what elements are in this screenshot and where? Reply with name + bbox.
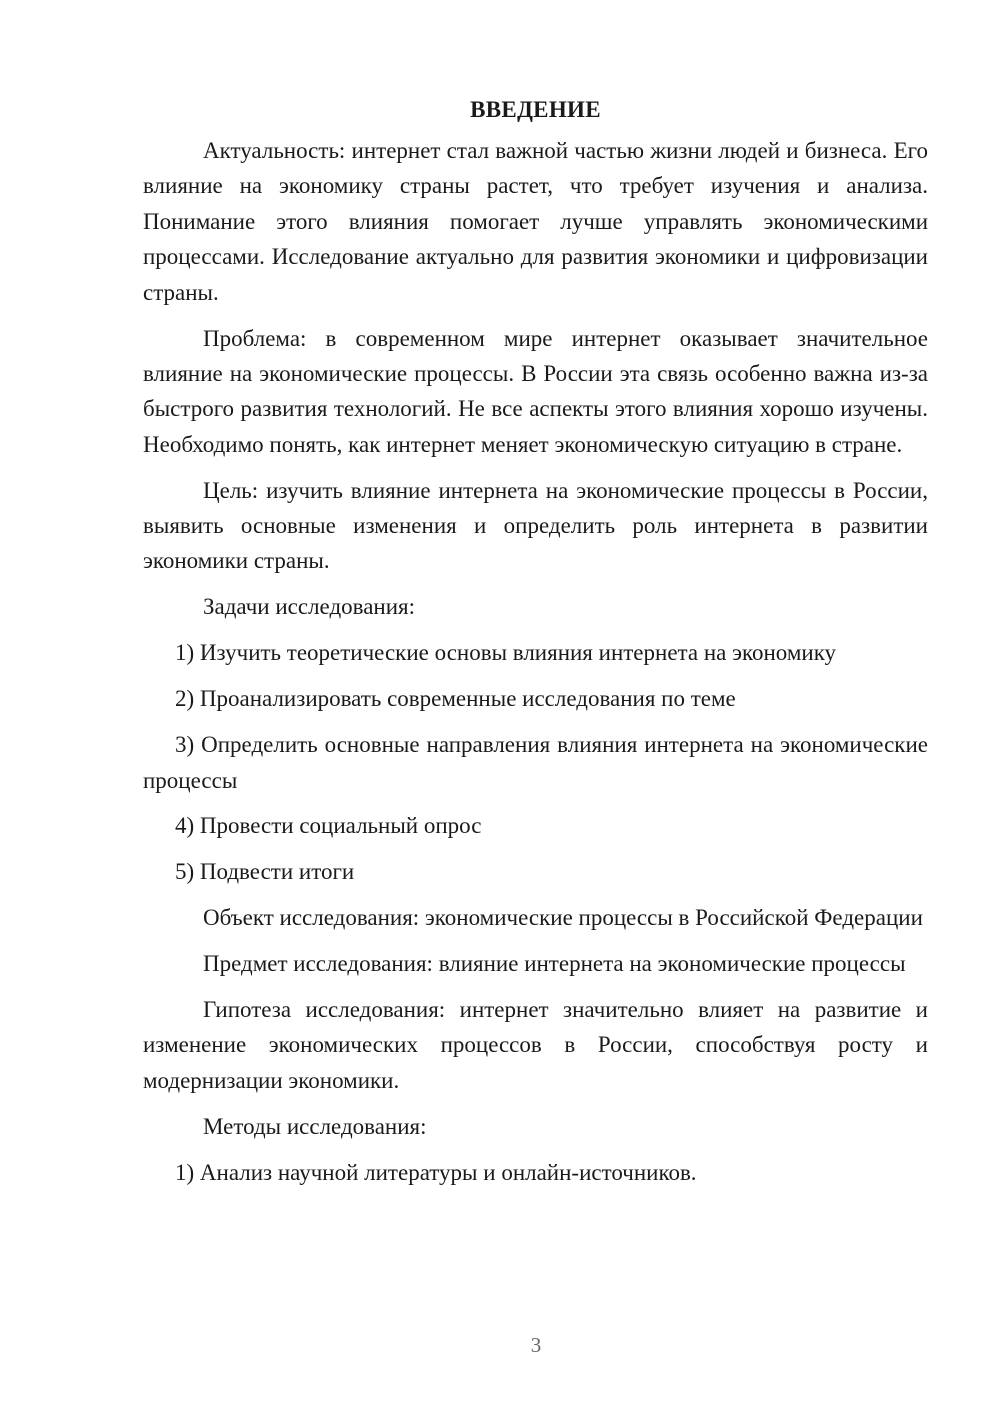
- document-page: [143, 92, 928, 1201]
- task-item-4: 4) Провести социальный опрос: [175, 813, 482, 839]
- section-title: ВВЕДЕНИЕ: [470, 97, 601, 122]
- tasks-heading: Задачи исследования:: [203, 594, 416, 620]
- relevance-paragraph: Актуальность: интернет стал важной частью жизни людей и бизнеса. Его влияние на экономику страны растет, что требует изучения и анализа. Понимание этого влияния помогает лучше управлять экономическими процессами. Исследование актуально для развития экономики и цифровизации страны.: [143, 138, 928, 305]
- page-number: 3: [530, 1333, 542, 1357]
- task-item-3: 3) Определить основные направления влияния интернета на экономические процессы: [143, 732, 928, 793]
- method-item-1: 1) Анализ научной литературы и онлайн-источников.: [175, 1159, 697, 1185]
- problem-paragraph: Проблема: в современном мире интернет оказывает значительное влияние на экономические процессы. В России эта связь особенно важна из-за быстрого развития технологий. Не все аспекты этого влияния хорошо изучены. Необходимо понять, как интернет меняет экономическую ситуацию в стране.: [143, 325, 928, 457]
- hypothesis-paragraph: Гипотеза исследования: интернет значительно влияет на развитие и изменение экономических процессов в России, способствуя росту и модернизации экономики.: [143, 997, 928, 1093]
- object-paragraph: Объект исследования: экономические процессы в Российской Федерации: [203, 905, 923, 931]
- goal-paragraph: Цель: изучить влияние интернета на экономические процессы в России, выявить основные изменения и определить роль интернета в развитии экономики страны.: [143, 477, 928, 574]
- task-item-2: 2) Проанализировать современные исследования по теме: [175, 686, 736, 712]
- subject-paragraph: Предмет исследования: влияние интернета на экономические процессы: [203, 951, 906, 977]
- task-item-1: 1) Изучить теоретические основы влияния интернета на экономику: [175, 640, 837, 666]
- methods-heading: Методы исследования:: [203, 1113, 427, 1139]
- task-item-5: 5) Подвести итоги: [175, 859, 355, 885]
